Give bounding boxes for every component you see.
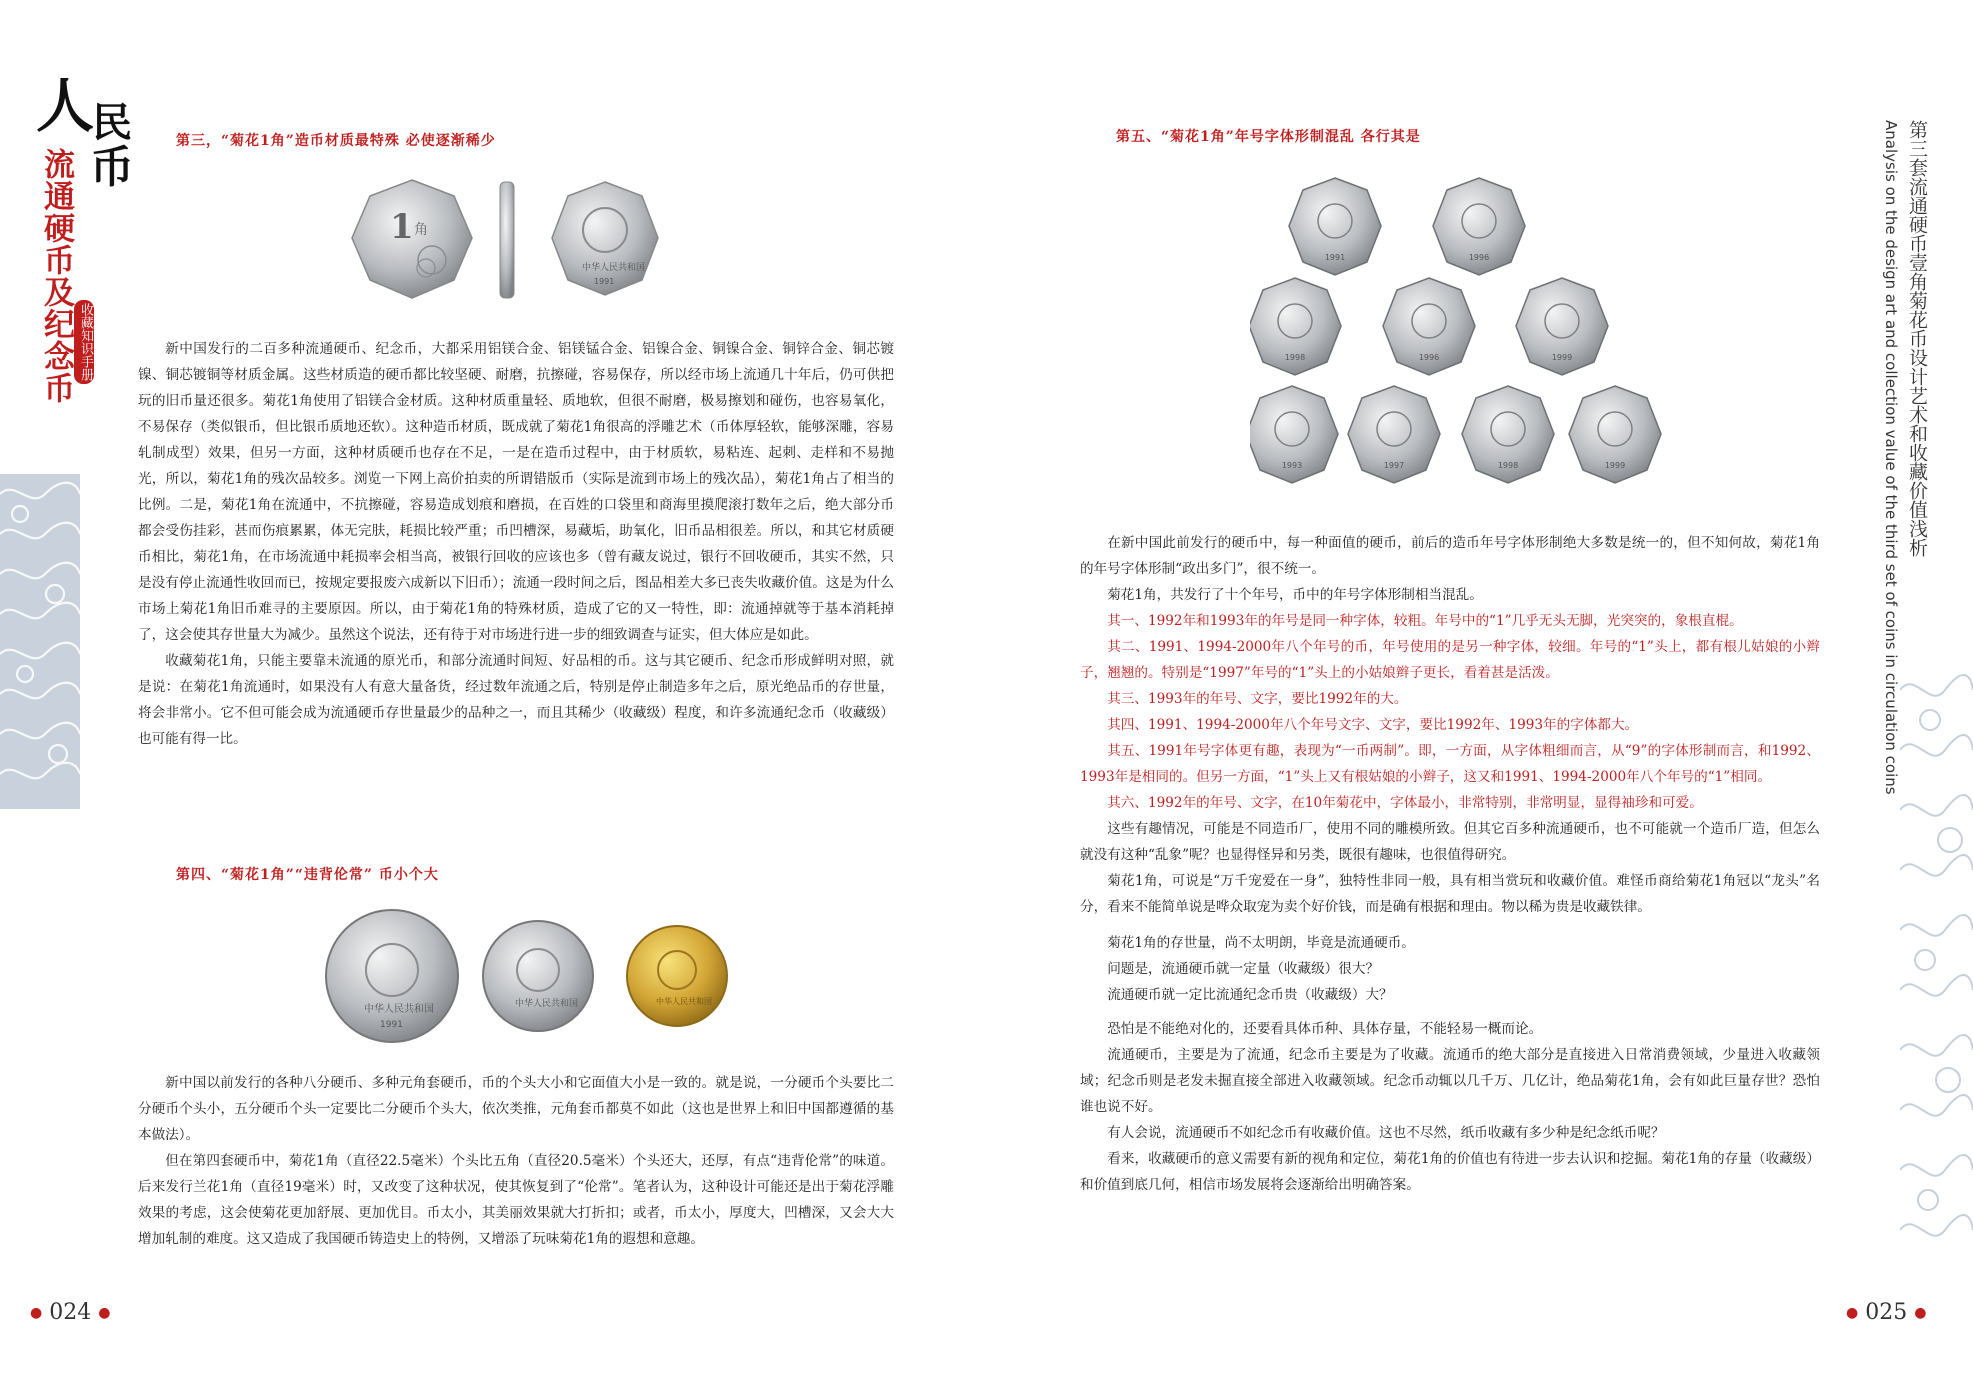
coin-grid-year: 1999 — [1604, 461, 1626, 470]
svg-text:中华人民共和国: 中华人民共和国 — [515, 999, 579, 1009]
book-subtitle-badge: 收藏知识手册 — [74, 300, 94, 384]
coin-photos-row-2 — [324, 908, 734, 1044]
coin-edge — [500, 182, 514, 298]
logo-char-min: 民 — [92, 99, 132, 146]
coin-grid-year: 1999 — [1551, 353, 1573, 362]
paragraph-highlight: 其二、1991、1994-2000年八个年号的币，年号使用的是另一种字体，较细。年号的“1”头上，都有根儿姑娘的小辫子，翘翘的。特别是“1997”年号的“1”头上的小姑娘辫子更长，看着甚是活泼。 — [1080, 639, 1820, 681]
coin-grid-year: 1996 — [1418, 353, 1440, 362]
paragraph: 这些有趣情况，可能是不同造币厂，使用不同的雕模所致。但其它百多种流通硬币，也不可能就一个造币厂造，但怎么就没有这种“乱象”呢？也显得怪异和另类，既很有趣味，也很值得研究。 — [1080, 821, 1820, 863]
coin-grid-year: 1993 — [1281, 461, 1303, 470]
bullet-icon: ● — [1846, 1305, 1859, 1321]
section-4-body — [138, 1070, 894, 1252]
paragraph: 收藏菊花1角，只能主要靠未流通的原光币，和部分流通时间短、好品相的币。这与其它硬币、纪念币形成鲜明对照，就是说：在菊花1角流通时，如果没有人有意大量备货，经过数年流通之后，特别是停止制造多年之后，原光绝品币的存世量，将会非常小。它不但可能会成为流通硬币存世量最少的品种之一，而且其稀少（收藏级）程度，和许多流通纪念币（收藏级）也可能有得一比。 — [138, 653, 894, 747]
paragraph: 在新中国此前发行的硬币中，每一种面值的硬币，前后的造币年号字体形制绝大多数是统一的，但不知何故，菊花1角的年号字体形制“政出多门”，很不统一。 — [1080, 535, 1820, 577]
coin-emblem-text: 中华人民共和国 — [582, 263, 646, 273]
svg-text:中华人民共和国: 中华人民共和国 — [364, 1004, 434, 1015]
paragraph: 有人会说，流通硬币不如纪念币有收藏价值。这也不尽然，纸币收藏有多少种是纪念纸币呢？ — [1107, 1125, 1665, 1141]
bullet-icon: ● — [98, 1305, 111, 1321]
wave-pattern-decoration — [0, 474, 80, 809]
bullet-icon: ● — [30, 1305, 43, 1321]
coin-grid-year: 1998 — [1284, 353, 1306, 362]
section-3-body — [138, 336, 894, 752]
paragraph: 问题是，流通硬币就一定量（收藏级）很大？ — [1107, 961, 1380, 977]
paragraph-highlight: 其三、1993年的年号、文字，要比1992年的大。 — [1107, 691, 1408, 707]
wave-pattern-decoration-right — [1900, 660, 1973, 1280]
coin-grid-year: 1991 — [1324, 253, 1346, 262]
paragraph-highlight: 其一、1992年和1993年的年号是同一种字体，较粗。年号中的“1”几乎无头无脚，光突突的，象根直棍。 — [1107, 613, 1743, 629]
side-title-english: Analysis on the design art and collection value of the third set of coins in circulation coins — [1882, 120, 1900, 795]
paragraph: 菊花1角，可说是“万千宠爱在一身”，独特性非同一般，具有相当赏玩和收藏价值。难怪币商给菊花1角冠以“龙头”名分，看来不能简单说是哗众取宠为卖个好价钱，而是确有根据和理由。物以稀为贵是收藏铁律。 — [1080, 873, 1820, 915]
svg-text:1991: 1991 — [380, 1020, 403, 1030]
section-heading-5: 第五、“菊花1角”年号字体形制混乱 各行其是 — [1116, 129, 1421, 145]
paragraph-highlight: 其五、1991年号字体更有趣，表现为“一币两制”。即，一方面，从字体粗细而言，从“9”的字体形制而言，和1992、1993年是相同的。但另一方面，“1”头上又有根姑娘的小辫子，这又和1991、1994-2000年八个年号的“1”相同。 — [1080, 743, 1820, 785]
svg-text:中华人民共和国: 中华人民共和国 — [656, 997, 712, 1006]
coin-grid-photo — [1250, 176, 1670, 498]
coin-grid-year: 1998 — [1497, 461, 1519, 470]
coin-grid-year: 1997 — [1383, 461, 1405, 470]
right-page — [986, 0, 1973, 1396]
book-title: 流通硬币及纪念币 — [38, 148, 74, 404]
coin-year: 1991 — [594, 277, 615, 286]
logo-char-ren: 人 — [36, 78, 95, 140]
coin-reverse-chrysanthemum — [352, 180, 472, 298]
paragraph-highlight: 其六、1992年的年号、文字，在10年菊花中，字体最小，非常特别，非常明显，显得袖珍和可爱。 — [1107, 795, 1703, 811]
coin-small-gold — [627, 926, 727, 1026]
paragraph: 新中国发行的二百多种流通硬币、纪念币，大都采用铝镁合金、铝镁锰合金、铝镍合金、铜镍合金、铜锌合金、铜芯镀镍、铜芯镀铜等材质金属。这些材质造的硬币都比较坚硬、耐磨，抗擦碰，容易保存，所以经市场上流通几十年后，仍可供把玩的旧币量还很多。菊花1角使用了铝镁合金材质。这种材质重量轻、质地软，但很不耐磨，极易擦划和碰伤，也容易氧化，不易保存（类似银币，但比银币质地还软）。这种造币材质，既成就了菊花1角很高的浮雕艺术（币体厚轻软，能够深雕，容易轧制成型）效果，但另一方面，这种材质硬币也存在不足，一是在造币过程中，由于材质软，易粘连、起刺、走样和不易抛光，所以，菊花1角的残次品较多。浏览一下网上高价拍卖的所谓错版币（实际是流到市场上的残次品），菊花1角占了相当的比例。二是，菊花1角在流通中，不抗擦碰，容易造成划痕和磨损，在百姓的口袋里和商海里摸爬滚打数年之后，绝大部分币都会受伤挂彩，甚而伤痕累累，体无完肤，耗损比较严重；币凹槽深，易藏垢，助氧化，旧币品相很差。所以，和其它材质硬币相比，菊花1角，在市场流通中耗损率会相当高，被银行回收的应该也多（曾有藏友说过，银行不回收硬币，其实不然，只是没有停止流通性收回而已，按规定要报废六成新以下旧币）；流通一段时间之后，图品相差大多已丧失收藏价值。这是为什么市场上菊花1角旧币难寻的主要原因。所以，由于菊花1角的特殊材质，造成了它的又一特性，即：流通掉就等于基本消耗掉了，这会使其存世量大为减少。虽然这个说法，还有待于对市场进行进一步的细致调查与证实，但大体应是如此。 — [138, 341, 894, 643]
paragraph: 菊花1角，共发行了十个年号，币中的年号字体形制相当混乱。 — [1107, 587, 1483, 603]
paragraph: 看来，收藏硬币的意义需要有新的视角和定位，菊花1角的价值也有待进一步去认识和挖掘。菊花1角的存量（收藏级）和价值到底几何，相信市场发展将会逐渐给出明确答案。 — [1080, 1151, 1820, 1193]
paragraph: 菊花1角的存世量，尚不太明朗，毕竟是流通硬币。 — [1107, 935, 1415, 951]
coin-large-silver — [326, 910, 458, 1042]
coin-medium-silver — [483, 921, 593, 1031]
section-heading-3: 第三，“菊花1角”造币材质最特殊 必使逐渐稀少 — [176, 133, 496, 149]
paragraph: 流通硬币就一定比流通纪念币贵（收藏级）大？ — [1107, 987, 1393, 1003]
paragraph: 恐怕是不能绝对化的，还要看具体币种、具体存量，不能轻易一概而论。 — [1107, 1021, 1543, 1037]
coin-value: 1 — [390, 207, 414, 247]
page-number-left: ● 024 ● — [30, 1300, 111, 1325]
bullet-icon: ● — [1914, 1305, 1927, 1321]
side-title-chinese: 第三套流通硬币壹角菊花币设计艺术和收藏价值浅析 — [1906, 120, 1928, 557]
section-5-body — [1080, 530, 1820, 1198]
logo-char-bi: 币 — [90, 142, 134, 188]
coin-grid-year: 1996 — [1468, 253, 1490, 262]
page-number-right: ● 025 ● — [1846, 1300, 1927, 1325]
section-heading-4: 第四、“菊花1角”“违背伦常” 币小个大 — [176, 867, 439, 883]
paragraph: 流通硬币，主要是为了流通，纪念币主要是为了收藏。流通币的绝大部分是直接进入日常消费领域，少量进入收藏领域；纪念币则是老发未掘直接全部进入收藏领域。纪念币动辄以几千万、几亿计，绝品菊花1角，会有如此巨量存世？恐怕谁也说不好。 — [1080, 1047, 1820, 1115]
coin-obverse-emblem — [552, 182, 658, 295]
coin-photos-row-1 — [350, 178, 670, 303]
left-page — [0, 0, 986, 1396]
paragraph: 新中国以前发行的各种八分硬币、多种元角套硬币，币的个头大小和它面值大小是一致的。就是说，一分硬币个头要比二分硬币个头小，五分硬币个头一定要比二分硬币个头大，依次类推，元角套币都莫不如此（这也是世界上和旧中国都遵循的基本做法）。 — [138, 1075, 894, 1143]
coin-unit: 角 — [414, 222, 428, 238]
paragraph: 但在第四套硬币中，菊花1角（直径22.5毫米）个头比五角（直径20.5毫米）个头还大，还厚，有点“违背伦常”的味道。后来发行兰花1角（直径19毫米）时，又改变了这种状况，使其恢复到了“伦常”。笔者认为，这种设计可能还是出于菊花浮雕效果的考虑，这会使菊花更加舒展、更加优目。币太小，其美丽效果就大打折扣；或者，币太小，厚度大，凹槽深，又会大大增加轧制的难度。这又造成了我国硬币铸造史上的特例，又增添了玩味菊花1角的遐想和意趣。 — [138, 1153, 894, 1247]
paragraph-highlight: 其四、1991、1994-2000年八个年号文字、文字，要比1992年、1993年的字体都大。 — [1107, 717, 1639, 733]
